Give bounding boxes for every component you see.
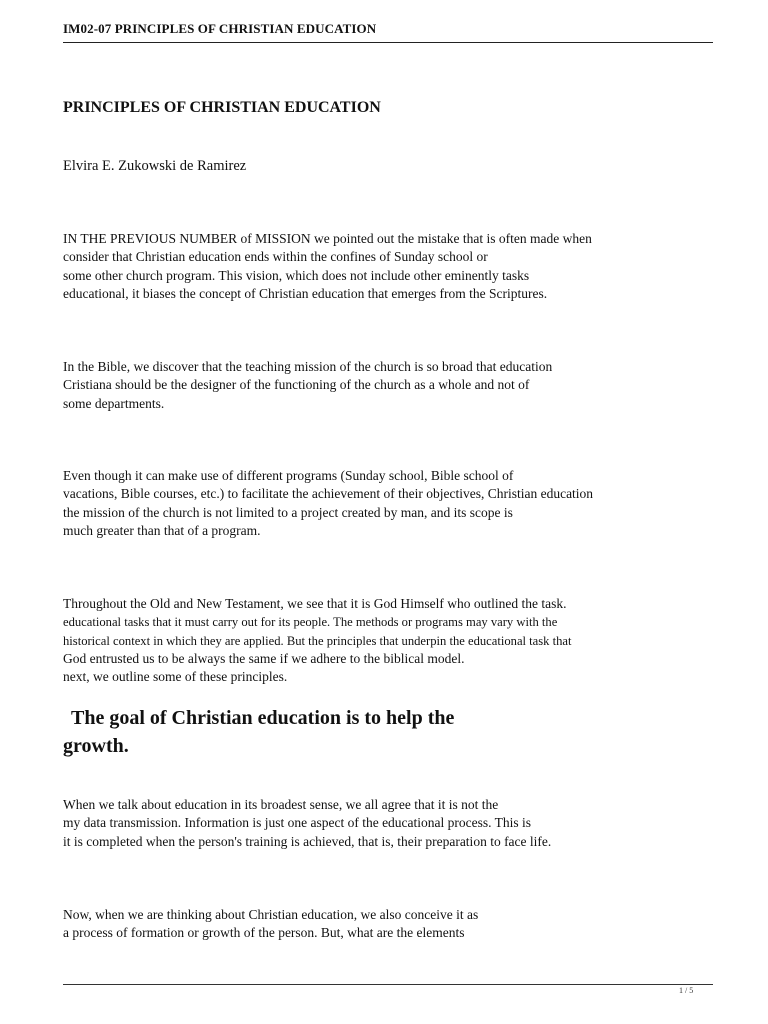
- paragraph-1: [63, 230, 592, 303]
- article-author: Elvira E. Zukowski de Ramirez: [63, 158, 247, 174]
- paragraph-6: [63, 906, 478, 943]
- paragraph-line: Even though it can make use of different programs (Sunday school, Bible school of: [63, 468, 514, 483]
- paragraph-line: educational tasks that it must carry out for its people. The methods or programs may vary with the: [63, 615, 558, 630]
- running-header: IM02-07 PRINCIPLES OF CHRISTIAN EDUCATION: [63, 21, 377, 36]
- paragraph-4: [63, 595, 572, 686]
- paragraph-3: [63, 467, 593, 540]
- paragraph-line: consider that Christian education ends within the confines of Sunday school or: [63, 249, 488, 265]
- paragraph-line: In the Bible, we discover that the teaching mission of the church is so broad that education: [63, 359, 553, 374]
- paragraph-line: Throughout the Old and New Testament, we see that it is God Himself who outlined the task.: [63, 596, 567, 611]
- paragraph-line: a process of formation or growth of the person. But, what are the elements: [63, 925, 465, 941]
- paragraph-line: some departments.: [63, 395, 165, 411]
- paragraph-line: Cristiana should be the designer of the functioning of the church as a whole and not of: [63, 377, 530, 393]
- section-heading-line: growth.: [63, 735, 129, 757]
- paragraph-line: it is completed when the person's training is achieved, that is, their preparation to face life.: [63, 833, 552, 849]
- paragraph-5: [63, 796, 551, 851]
- paragraph-line: much greater than that of a program.: [63, 522, 261, 538]
- footer-divider: [63, 984, 713, 985]
- header-divider: [63, 42, 713, 43]
- paragraph-line: vacations, Bible courses, etc.) to facilitate the achievement of their objectives, Christian education: [63, 486, 594, 502]
- paragraph-line: my data transmission. Information is just one aspect of the educational process. This is: [63, 815, 532, 831]
- page-number: 1 / 5: [679, 986, 694, 995]
- paragraph-line: God entrusted us to be always the same if we adhere to the biblical model.: [63, 650, 465, 666]
- paragraph-2: [63, 358, 552, 413]
- paragraph-line: historical context in which they are applied. But the principles that underpin the educational task that: [63, 633, 572, 648]
- paragraph-line: When we talk about education in its broadest sense, we all agree that it is not the: [63, 797, 499, 812]
- paragraph-line: Now, when we are thinking about Christian education, we also conceive it as: [63, 907, 479, 922]
- section-heading-line: The goal of Christian education is to help the: [71, 707, 455, 729]
- article-title: PRINCIPLES OF CHRISTIAN EDUCATION: [63, 99, 381, 116]
- paragraph-line: the mission of the church is not limited to a project created by man, and its scope is: [63, 504, 513, 520]
- paragraph-line: next, we outline some of these principles.: [63, 669, 288, 685]
- paragraph-line: some other church program. This vision, which does not include other eminently tasks: [63, 267, 530, 283]
- paragraph-line: educational, it biases the concept of Christian education that emerges from the Scriptures.: [63, 285, 548, 301]
- section-heading: [63, 704, 454, 760]
- paragraph-line: IN THE PREVIOUS NUMBER of MISSION we pointed out the mistake that is often made when: [63, 231, 592, 246]
